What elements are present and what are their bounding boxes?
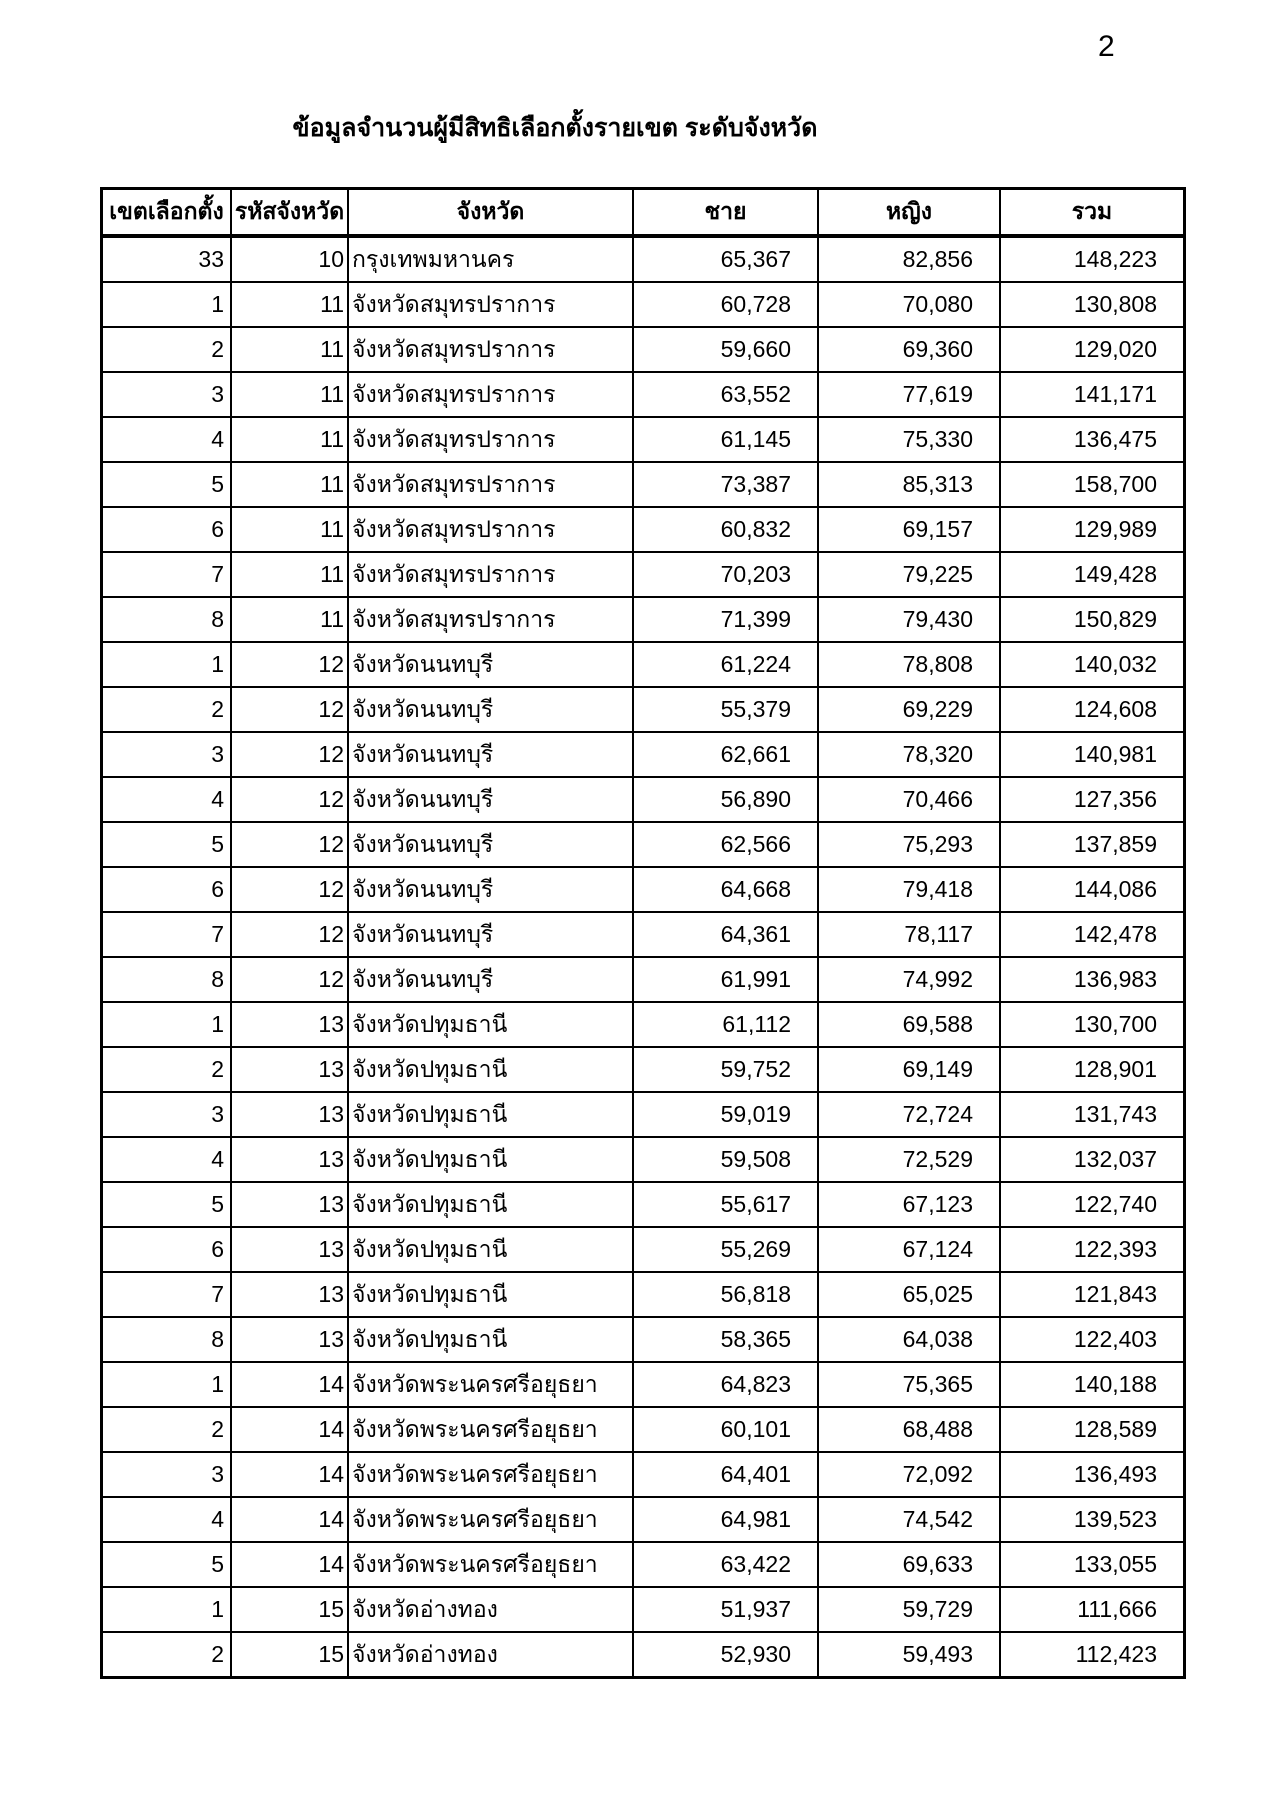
cell-male-count: 59,660 (633, 327, 818, 372)
page-title: ข้อมูลจำนวนผู้มีสิทธิเลือกตั้งรายเขต ระดับจังหวัด (292, 114, 818, 142)
cell-female-count: 85,313 (818, 462, 1000, 507)
cell-total-count: 136,983 (1000, 957, 1185, 1002)
cell-province-code: 15 (231, 1632, 348, 1678)
table-row (102, 236, 1185, 282)
cell-district-number: 1 (102, 1587, 232, 1632)
header-female: หญิง (818, 189, 1000, 237)
cell-male-count: 71,399 (633, 597, 818, 642)
cell-district-number: 5 (102, 1542, 232, 1587)
cell-province-name: จังหวัดพระนครศรีอยุธยา (348, 1452, 633, 1497)
table-row (102, 552, 1185, 597)
cell-male-count: 63,422 (633, 1542, 818, 1587)
cell-total-count: 128,589 (1000, 1407, 1185, 1452)
cell-province-code: 14 (231, 1362, 348, 1407)
cell-male-count: 61,145 (633, 417, 818, 462)
table-row (102, 1047, 1185, 1092)
cell-female-count: 69,157 (818, 507, 1000, 552)
cell-total-count: 148,223 (1000, 236, 1185, 282)
cell-total-count: 136,493 (1000, 1452, 1185, 1497)
cell-female-count: 75,365 (818, 1362, 1000, 1407)
table-row (102, 957, 1185, 1002)
cell-province-name: จังหวัดพระนครศรีอยุธยา (348, 1542, 633, 1587)
cell-female-count: 78,808 (818, 642, 1000, 687)
cell-province-name: จังหวัดสมุทรปราการ (348, 552, 633, 597)
cell-province-code: 11 (231, 507, 348, 552)
cell-female-count: 77,619 (818, 372, 1000, 417)
table-row (102, 1137, 1185, 1182)
cell-total-count: 129,989 (1000, 507, 1185, 552)
cell-district-number: 1 (102, 642, 232, 687)
table-row (102, 822, 1185, 867)
cell-total-count: 122,403 (1000, 1317, 1185, 1362)
cell-province-code: 13 (231, 1227, 348, 1272)
cell-male-count: 61,112 (633, 1002, 818, 1047)
cell-province-code: 11 (231, 282, 348, 327)
table-row (102, 507, 1185, 552)
cell-province-code: 13 (231, 1317, 348, 1362)
cell-district-number: 3 (102, 732, 232, 777)
cell-province-code: 12 (231, 867, 348, 912)
cell-province-name: จังหวัดสมุทรปราการ (348, 507, 633, 552)
cell-province-code: 10 (231, 236, 348, 282)
cell-total-count: 136,475 (1000, 417, 1185, 462)
cell-female-count: 69,360 (818, 327, 1000, 372)
cell-total-count: 137,859 (1000, 822, 1185, 867)
cell-district-number: 33 (102, 236, 232, 282)
cell-province-code: 14 (231, 1407, 348, 1452)
cell-female-count: 59,729 (818, 1587, 1000, 1632)
cell-female-count: 78,320 (818, 732, 1000, 777)
cell-province-name: จังหวัดปทุมธานี (348, 1137, 633, 1182)
table-row (102, 1317, 1185, 1362)
cell-province-name: จังหวัดนนทบุรี (348, 777, 633, 822)
cell-province-code: 14 (231, 1542, 348, 1587)
cell-total-count: 141,171 (1000, 372, 1185, 417)
cell-total-count: 122,393 (1000, 1227, 1185, 1272)
cell-district-number: 5 (102, 1182, 232, 1227)
cell-province-name: จังหวัดอ่างทอง (348, 1587, 633, 1632)
cell-female-count: 75,330 (818, 417, 1000, 462)
cell-province-code: 12 (231, 822, 348, 867)
cell-male-count: 60,728 (633, 282, 818, 327)
table-header-row (102, 189, 1185, 237)
cell-district-number: 5 (102, 822, 232, 867)
header-province: จังหวัด (348, 189, 633, 237)
table-row (102, 1182, 1185, 1227)
cell-female-count: 75,293 (818, 822, 1000, 867)
header-male: ชาย (633, 189, 818, 237)
cell-female-count: 67,124 (818, 1227, 1000, 1272)
cell-female-count: 82,856 (818, 236, 1000, 282)
table-row (102, 1452, 1185, 1497)
cell-province-name: จังหวัดสมุทรปราการ (348, 462, 633, 507)
cell-province-name: จังหวัดนนทบุรี (348, 822, 633, 867)
cell-province-code: 13 (231, 1002, 348, 1047)
cell-male-count: 64,668 (633, 867, 818, 912)
cell-district-number: 8 (102, 1317, 232, 1362)
cell-female-count: 74,542 (818, 1497, 1000, 1542)
cell-district-number: 5 (102, 462, 232, 507)
cell-district-number: 4 (102, 417, 232, 462)
cell-male-count: 64,361 (633, 912, 818, 957)
cell-province-name: จังหวัดนนทบุรี (348, 732, 633, 777)
cell-province-code: 13 (231, 1092, 348, 1137)
cell-province-code: 13 (231, 1137, 348, 1182)
cell-total-count: 158,700 (1000, 462, 1185, 507)
cell-male-count: 65,367 (633, 236, 818, 282)
cell-province-code: 11 (231, 417, 348, 462)
page-number: 2 (1098, 30, 1115, 63)
cell-province-code: 12 (231, 642, 348, 687)
table-row (102, 1002, 1185, 1047)
cell-province-name: จังหวัดนนทบุรี (348, 912, 633, 957)
cell-male-count: 60,832 (633, 507, 818, 552)
cell-province-code: 12 (231, 732, 348, 777)
cell-male-count: 55,379 (633, 687, 818, 732)
table-row (102, 462, 1185, 507)
cell-province-name: จังหวัดปทุมธานี (348, 1227, 633, 1272)
cell-female-count: 69,229 (818, 687, 1000, 732)
cell-province-name: จังหวัดพระนครศรีอยุธยา (348, 1407, 633, 1452)
table-body (102, 236, 1185, 1678)
cell-total-count: 142,478 (1000, 912, 1185, 957)
cell-total-count: 131,743 (1000, 1092, 1185, 1137)
cell-male-count: 52,930 (633, 1632, 818, 1678)
table-row (102, 1542, 1185, 1587)
voters-table (100, 187, 1186, 1679)
cell-female-count: 72,724 (818, 1092, 1000, 1137)
cell-province-name: จังหวัดสมุทรปราการ (348, 282, 633, 327)
cell-female-count: 70,466 (818, 777, 1000, 822)
cell-female-count: 72,092 (818, 1452, 1000, 1497)
cell-total-count: 149,428 (1000, 552, 1185, 597)
cell-province-code: 11 (231, 552, 348, 597)
cell-province-name: จังหวัดพระนครศรีอยุธยา (348, 1362, 633, 1407)
cell-female-count: 67,123 (818, 1182, 1000, 1227)
cell-male-count: 56,818 (633, 1272, 818, 1317)
table-row (102, 687, 1185, 732)
cell-province-name: จังหวัดปทุมธานี (348, 1272, 633, 1317)
cell-total-count: 133,055 (1000, 1542, 1185, 1587)
cell-male-count: 64,981 (633, 1497, 818, 1542)
table-row (102, 1227, 1185, 1272)
header-total: รวม (1000, 189, 1185, 237)
header-district: เขตเลือกตั้ง (102, 189, 232, 237)
cell-district-number: 6 (102, 507, 232, 552)
cell-province-name: จังหวัดปทุมธานี (348, 1317, 633, 1362)
table-header (102, 189, 1185, 237)
cell-total-count: 127,356 (1000, 777, 1185, 822)
table-row (102, 867, 1185, 912)
cell-total-count: 140,981 (1000, 732, 1185, 777)
cell-province-code: 12 (231, 687, 348, 732)
table-row (102, 417, 1185, 462)
cell-district-number: 2 (102, 1407, 232, 1452)
cell-total-count: 150,829 (1000, 597, 1185, 642)
cell-province-code: 11 (231, 597, 348, 642)
cell-male-count: 61,991 (633, 957, 818, 1002)
cell-male-count: 55,617 (633, 1182, 818, 1227)
cell-province-name: จังหวัดสมุทรปราการ (348, 372, 633, 417)
cell-male-count: 62,566 (633, 822, 818, 867)
cell-total-count: 139,523 (1000, 1497, 1185, 1542)
cell-male-count: 63,552 (633, 372, 818, 417)
cell-total-count: 112,423 (1000, 1632, 1185, 1678)
cell-male-count: 61,224 (633, 642, 818, 687)
cell-total-count: 129,020 (1000, 327, 1185, 372)
table-row (102, 777, 1185, 822)
cell-district-number: 4 (102, 1137, 232, 1182)
cell-male-count: 64,401 (633, 1452, 818, 1497)
table-row (102, 1587, 1185, 1632)
cell-province-code: 15 (231, 1587, 348, 1632)
table-row (102, 1362, 1185, 1407)
cell-province-name: จังหวัดสมุทรปราการ (348, 417, 633, 462)
cell-total-count: 140,188 (1000, 1362, 1185, 1407)
cell-district-number: 6 (102, 1227, 232, 1272)
cell-district-number: 8 (102, 597, 232, 642)
cell-province-name: จังหวัดนนทบุรี (348, 687, 633, 732)
cell-female-count: 79,418 (818, 867, 1000, 912)
cell-male-count: 59,019 (633, 1092, 818, 1137)
cell-female-count: 65,025 (818, 1272, 1000, 1317)
cell-male-count: 62,661 (633, 732, 818, 777)
cell-district-number: 7 (102, 912, 232, 957)
cell-total-count: 130,700 (1000, 1002, 1185, 1047)
cell-female-count: 69,633 (818, 1542, 1000, 1587)
table-row (102, 1092, 1185, 1137)
cell-district-number: 3 (102, 1092, 232, 1137)
cell-male-count: 56,890 (633, 777, 818, 822)
cell-total-count: 144,086 (1000, 867, 1185, 912)
cell-province-code: 11 (231, 462, 348, 507)
cell-female-count: 68,488 (818, 1407, 1000, 1452)
cell-district-number: 2 (102, 1632, 232, 1678)
cell-province-name: จังหวัดปทุมธานี (348, 1002, 633, 1047)
cell-province-name: จังหวัดสมุทรปราการ (348, 327, 633, 372)
cell-province-code: 13 (231, 1047, 348, 1092)
cell-district-number: 4 (102, 1497, 232, 1542)
cell-male-count: 59,752 (633, 1047, 818, 1092)
cell-male-count: 51,937 (633, 1587, 818, 1632)
cell-province-name: จังหวัดสมุทรปราการ (348, 597, 633, 642)
table-row (102, 912, 1185, 957)
cell-province-code: 13 (231, 1272, 348, 1317)
cell-district-number: 7 (102, 1272, 232, 1317)
cell-male-count: 55,269 (633, 1227, 818, 1272)
cell-total-count: 130,808 (1000, 282, 1185, 327)
cell-province-code: 12 (231, 957, 348, 1002)
cell-total-count: 132,037 (1000, 1137, 1185, 1182)
cell-female-count: 69,149 (818, 1047, 1000, 1092)
cell-female-count: 72,529 (818, 1137, 1000, 1182)
cell-district-number: 3 (102, 1452, 232, 1497)
table-row (102, 282, 1185, 327)
cell-total-count: 121,843 (1000, 1272, 1185, 1317)
header-province-code: รหัสจังหวัด (231, 189, 348, 237)
cell-province-code: 12 (231, 912, 348, 957)
cell-province-name: จังหวัดพระนครศรีอยุธยา (348, 1497, 633, 1542)
cell-male-count: 60,101 (633, 1407, 818, 1452)
cell-female-count: 59,493 (818, 1632, 1000, 1678)
table-row (102, 327, 1185, 372)
cell-male-count: 73,387 (633, 462, 818, 507)
cell-district-number: 4 (102, 777, 232, 822)
cell-female-count: 79,225 (818, 552, 1000, 597)
cell-male-count: 58,365 (633, 1317, 818, 1362)
table-row (102, 1632, 1185, 1678)
cell-province-code: 13 (231, 1182, 348, 1227)
cell-district-number: 2 (102, 327, 232, 372)
cell-female-count: 69,588 (818, 1002, 1000, 1047)
cell-female-count: 64,038 (818, 1317, 1000, 1362)
cell-district-number: 3 (102, 372, 232, 417)
cell-province-name: จังหวัดอ่างทอง (348, 1632, 633, 1678)
cell-district-number: 1 (102, 282, 232, 327)
cell-province-name: จังหวัดปทุมธานี (348, 1092, 633, 1137)
cell-female-count: 79,430 (818, 597, 1000, 642)
cell-female-count: 74,992 (818, 957, 1000, 1002)
cell-province-name: จังหวัดปทุมธานี (348, 1182, 633, 1227)
table-row (102, 732, 1185, 777)
table-row (102, 1272, 1185, 1317)
table-row (102, 1407, 1185, 1452)
cell-total-count: 122,740 (1000, 1182, 1185, 1227)
cell-district-number: 2 (102, 687, 232, 732)
cell-male-count: 64,823 (633, 1362, 818, 1407)
cell-female-count: 78,117 (818, 912, 1000, 957)
cell-province-code: 12 (231, 777, 348, 822)
table-row (102, 642, 1185, 687)
cell-female-count: 70,080 (818, 282, 1000, 327)
cell-province-code: 11 (231, 372, 348, 417)
cell-district-number: 1 (102, 1362, 232, 1407)
cell-district-number: 2 (102, 1047, 232, 1092)
cell-district-number: 8 (102, 957, 232, 1002)
cell-province-code: 11 (231, 327, 348, 372)
cell-province-name: กรุงเทพมหานคร (348, 236, 633, 282)
cell-province-name: จังหวัดนนทบุรี (348, 867, 633, 912)
cell-province-code: 14 (231, 1452, 348, 1497)
cell-province-code: 14 (231, 1497, 348, 1542)
cell-district-number: 7 (102, 552, 232, 597)
cell-total-count: 124,608 (1000, 687, 1185, 732)
cell-district-number: 6 (102, 867, 232, 912)
cell-total-count: 128,901 (1000, 1047, 1185, 1092)
cell-district-number: 1 (102, 1002, 232, 1047)
cell-total-count: 140,032 (1000, 642, 1185, 687)
cell-male-count: 59,508 (633, 1137, 818, 1182)
cell-male-count: 70,203 (633, 552, 818, 597)
cell-province-name: จังหวัดปทุมธานี (348, 1047, 633, 1092)
cell-province-name: จังหวัดนนทบุรี (348, 642, 633, 687)
cell-total-count: 111,666 (1000, 1587, 1185, 1632)
table-row (102, 597, 1185, 642)
table-row (102, 372, 1185, 417)
table-row (102, 1497, 1185, 1542)
cell-province-name: จังหวัดนนทบุรี (348, 957, 633, 1002)
